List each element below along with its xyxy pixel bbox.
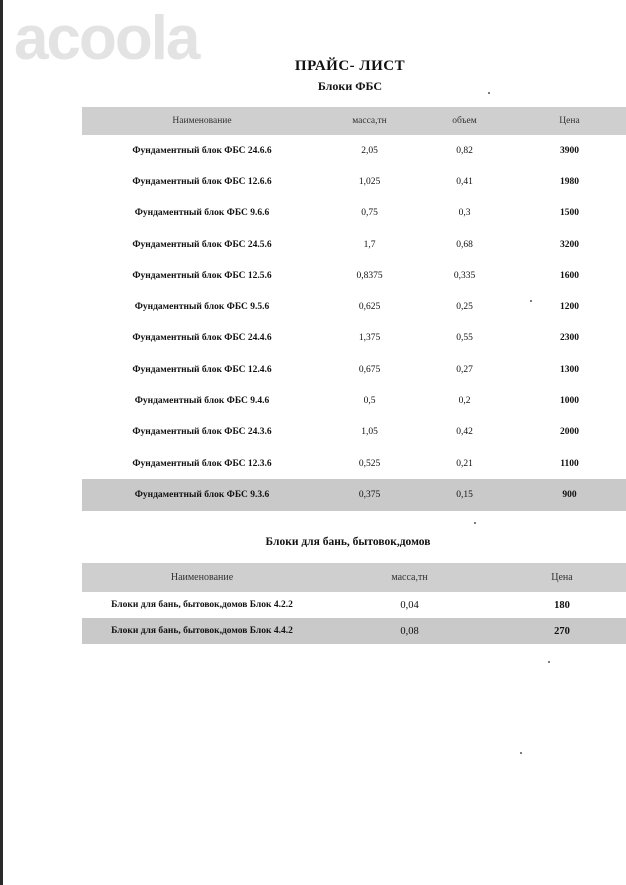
scan-speck	[530, 300, 532, 302]
bath-blocks-price-table	[82, 563, 626, 644]
cell-mass: 1,375	[358, 333, 381, 344]
cell-name: Фундаментный блок ФБС 12.3.6	[132, 458, 272, 469]
header-price: Цена	[551, 572, 573, 583]
cell-name: Фундаментный блок ФБС 9.3.6	[134, 489, 270, 500]
cell-mass: 0,8375	[356, 270, 383, 281]
cell-volume: 0,21	[456, 458, 473, 469]
table-row	[82, 135, 626, 166]
cell-volume: 0,82	[456, 145, 473, 156]
header-mass: масса,тн	[352, 116, 387, 126]
cell-mass: 0,04	[400, 599, 419, 611]
cell-price: 1000	[560, 396, 579, 407]
scan-left-edge	[0, 0, 3, 885]
table-row	[82, 417, 626, 448]
header-volume: объем	[452, 116, 477, 126]
cell-price: 1600	[560, 270, 579, 281]
cell-name: Фундаментный блок ФБС 24.4.6	[132, 333, 272, 344]
cell-mass: 0,08	[400, 625, 419, 637]
cell-price: 900	[562, 489, 577, 500]
cell-volume: 0,42	[456, 427, 473, 438]
table-row	[82, 618, 626, 644]
cell-name: Фундаментный блок ФБС 12.4.6	[132, 364, 272, 375]
cell-name: Блоки для бань, бытовок,домов Блок 4.2.2	[111, 600, 293, 610]
fbs-price-table	[82, 107, 626, 511]
cell-name: Фундаментный блок ФБС 9.5.6	[134, 302, 270, 313]
cell-name: Блоки для бань, бытовок,домов Блок 4.4.2	[111, 626, 293, 636]
cell-volume: 0,55	[456, 333, 473, 344]
page-title: ПРАЙС- ЛИСТ	[294, 58, 406, 74]
header-name: Наименование	[170, 572, 234, 583]
cell-volume: 0,2	[458, 396, 471, 407]
table-row	[82, 198, 626, 229]
watermark-logo: acoola	[14, 4, 199, 73]
cell-name: Фундаментный блок ФБС 12.6.6	[132, 176, 272, 187]
cell-volume: 0,68	[456, 239, 473, 250]
page-subtitle: Блоки ФБС	[317, 79, 383, 93]
cell-name: Фундаментный блок ФБС 24.6.6	[132, 145, 272, 156]
cell-price: 2000	[560, 427, 579, 438]
cell-name: Фундаментный блок ФБС 9.4.6	[134, 396, 270, 407]
table-row	[82, 323, 626, 354]
cell-price: 1300	[560, 364, 579, 375]
scan-speck	[520, 752, 522, 754]
cell-mass: 0,675	[358, 364, 381, 375]
cell-mass: 0,75	[361, 208, 378, 219]
cell-volume: 0,15	[456, 489, 473, 500]
cell-volume: 0,3	[458, 208, 471, 219]
cell-mass: 0,625	[358, 302, 381, 313]
section-title-bath-blocks: Блоки для бань, бытовок,домов	[265, 536, 431, 548]
table-row	[82, 592, 626, 618]
table-row	[82, 166, 626, 197]
cell-price: 1500	[560, 208, 579, 219]
cell-volume: 0,27	[456, 364, 473, 375]
scan-speck	[488, 92, 490, 94]
cell-price: 180	[554, 599, 570, 611]
table-row	[82, 479, 626, 510]
cell-name: Фундаментный блок ФБС 12.5.6	[132, 270, 272, 281]
table-row	[82, 260, 626, 291]
table-row	[82, 229, 626, 260]
table-row	[82, 448, 626, 479]
cell-name: Фундаментный блок ФБС 9.6.6	[134, 208, 270, 219]
cell-volume: 0,25	[456, 302, 473, 313]
table-header	[82, 563, 626, 592]
header-price: Цена	[559, 116, 580, 126]
cell-price: 270	[554, 625, 570, 637]
cell-mass: 1,7	[363, 239, 376, 250]
cell-price: 1200	[560, 302, 579, 313]
cell-mass: 2,05	[361, 145, 378, 156]
scan-speck	[474, 522, 476, 524]
table-row	[82, 385, 626, 416]
table-row	[82, 291, 626, 322]
header-name: Наименование	[172, 116, 232, 126]
header-mass: масса,тн	[391, 572, 428, 583]
cell-mass: 0,5	[363, 396, 376, 407]
cell-mass: 0,525	[358, 458, 381, 469]
cell-price: 3200	[560, 239, 579, 250]
scan-speck	[548, 661, 550, 663]
cell-mass: 1,025	[358, 176, 381, 187]
table-row	[82, 354, 626, 385]
cell-price: 1980	[560, 176, 579, 187]
cell-volume: 0,41	[456, 176, 473, 187]
cell-name: Фундаментный блок ФБС 24.3.6	[132, 427, 272, 438]
cell-name: Фундаментный блок ФБС 24.5.6	[132, 239, 272, 250]
cell-price: 2300	[560, 333, 579, 344]
cell-price: 3900	[560, 145, 579, 156]
cell-mass: 1,05	[361, 427, 378, 438]
cell-price: 1100	[560, 458, 579, 469]
cell-mass: 0,375	[358, 489, 381, 500]
table-header	[82, 107, 626, 135]
cell-volume: 0,335	[453, 270, 476, 281]
